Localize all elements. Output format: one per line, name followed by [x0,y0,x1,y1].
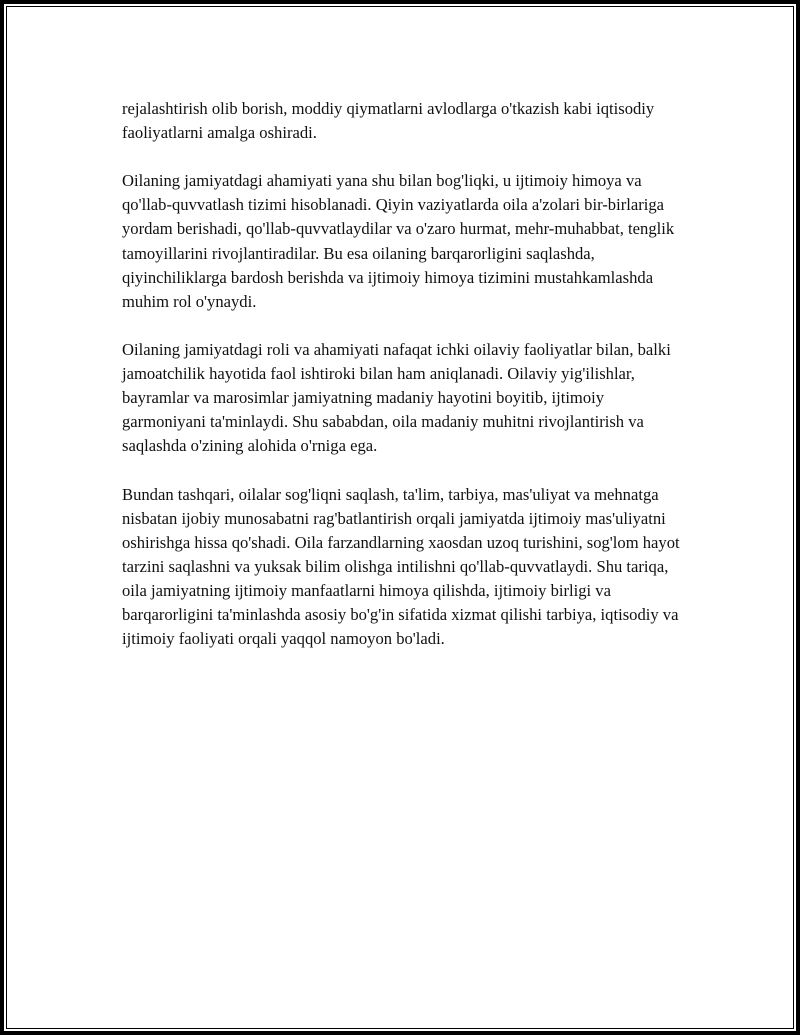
document-body [122,97,692,675]
paragraph-2: Oilaning jamiyatdagi ahamiyati yana shu bilan bog'liqki, u ijtimoiy himoya va qo'llab-quvvatlash tizimi hisoblanadi. Qiyin vaziyatlarda oila a'zolari bir-birlariga yordam berishadi, qo'llab-quvvatlaydilar va o'zaro hurmat, mehr-muhabbat, tenglik tamoyillarini rivojlantiradilar. Bu esa oilaning barqarorligini saqlashda, qiyinchiliklarga bardosh berishda va ijtimoiy himoya tizimini mustahkamlashda muhim rol o'ynaydi. [122,171,675,311]
paragraph-4: Bundan tashqari, oilalar sog'liqni saqlash, ta'lim, tarbiya, mas'uliyat va mehnatga nisbatan ijobiy munosabatni rag'batlantirish orqali jamiyatda ijtimoiy mas'uliyatni oshirishga hissa qo'shadi. Oila farzandlarning xaosdan uzoq turishini, sog'lom hayot tarzini saqlashni va yuksak bilim olishga intilishni qo'llab-quvvatlaydi. Shu tariqa, oila jamiyatning ijtimoiy manfaatlarni himoya qilishda, ijtimoiy birligi va barqarorligini ta'minlashda asosiy bo'g'in sifatida xizmat qilishi tarbiya, iqtisodiy va ijtimoiy faoliyati orqali yaqqol namoyon bo'ladi. [122,484,680,649]
paragraph-3: Oilaning jamiyatdagi roli va ahamiyati nafaqat ichki oilaviy faoliyatlar bilan, balki jamoatchilik hayotida faol ishtiroki bilan ham aniqlanadi. Oilaviy yig'ilishlar, bayramlar va marosimlar jamiyatning madaniy hayotini boyitib, ijtimoiy garmoniyani ta'minlaydi. Shu sababdan, oila madaniy muhitni rivojlantirish va saqlashda o'zining alohida o'rniga ega. [122,339,671,456]
paragraph-1: rejalashtirish olib borish, moddiy qiymatlarni avlodlarga o'tkazish kabi iqtisodiy faoliyatlarni amalga oshiradi. [122,99,655,143]
